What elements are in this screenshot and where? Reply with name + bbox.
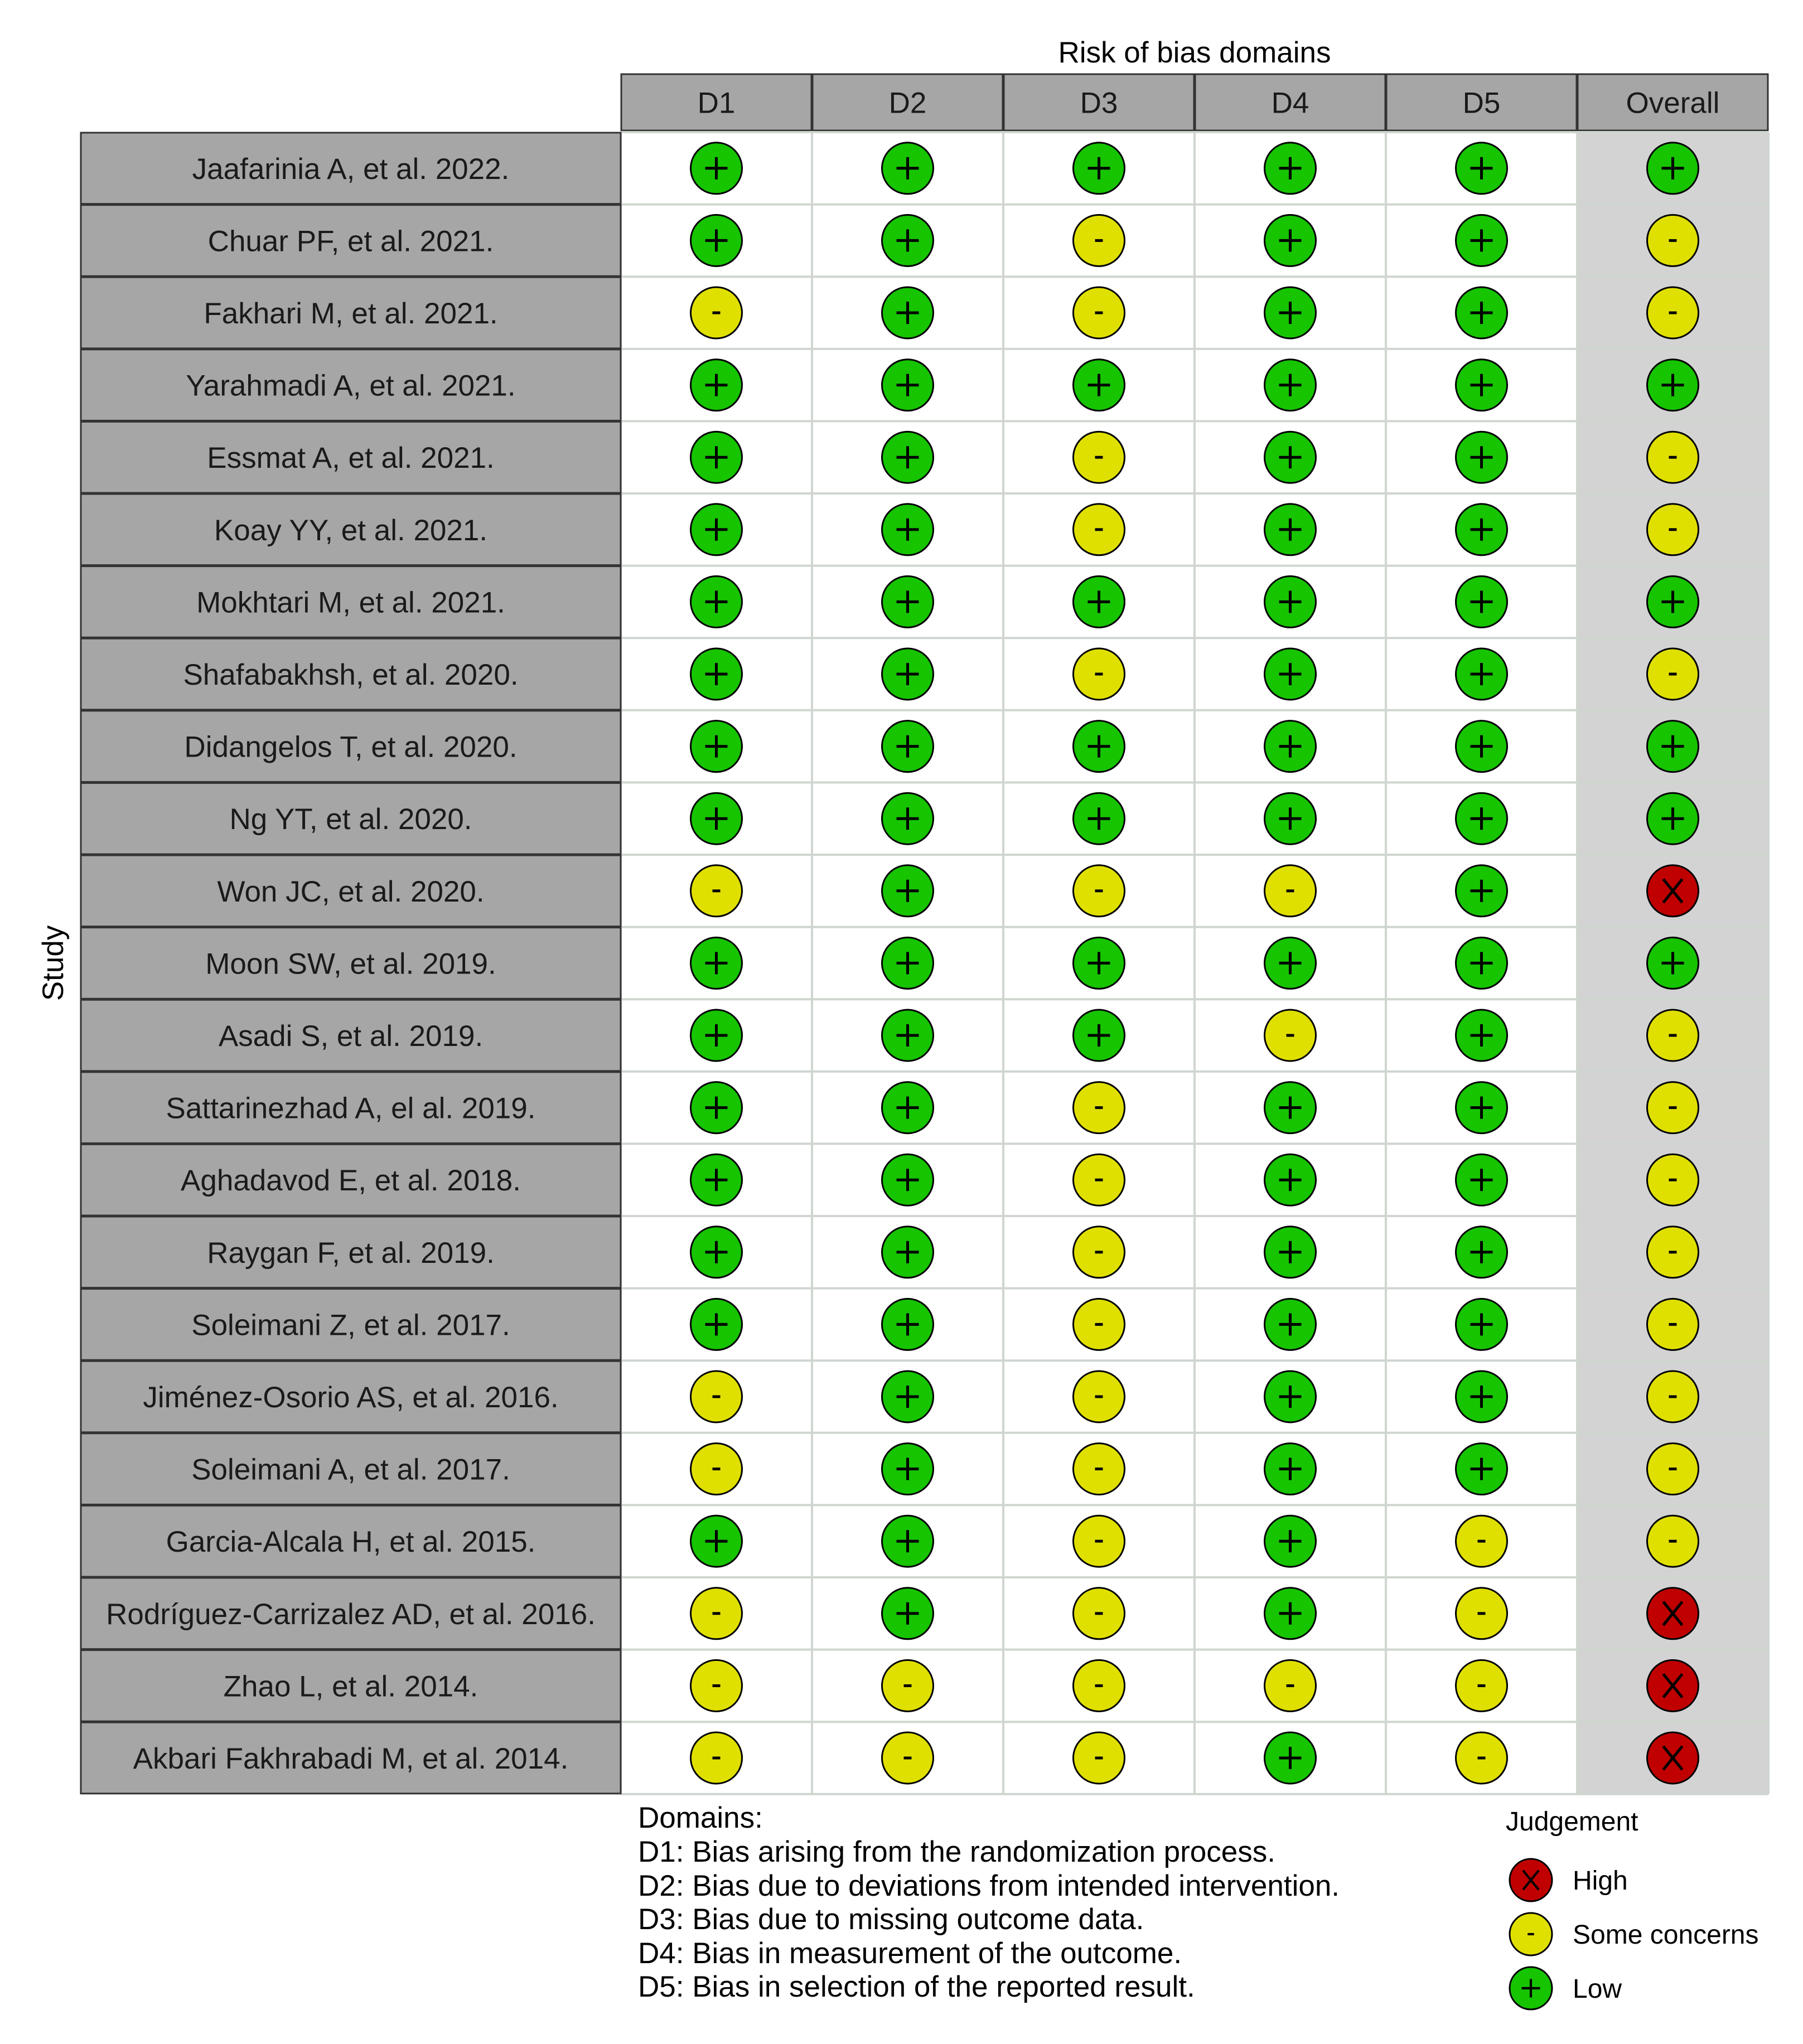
cell-15-d5 — [1456, 1154, 1507, 1205]
cell-4-d5 — [1456, 360, 1507, 411]
cell-10-d3 — [1074, 793, 1125, 844]
cell-6-d1 — [691, 504, 742, 555]
study-label-21: Rodríguez-Carrizalez AD, et al. 2016. — [106, 1597, 596, 1631]
cell-16-d5 — [1456, 1227, 1507, 1278]
cell-11-d2 — [882, 865, 934, 917]
cell-8-d4 — [1265, 648, 1316, 700]
column-header-label-d3: D3 — [1080, 86, 1118, 120]
cell-3-d4 — [1265, 287, 1316, 338]
column-header-label-d2: D2 — [888, 86, 927, 120]
cell-2-d3 — [1074, 215, 1125, 266]
cell-5-d1 — [691, 432, 742, 483]
cell-1-d3 — [1074, 143, 1125, 194]
cell-15-d1 — [691, 1154, 742, 1205]
cell-20-d1 — [691, 1515, 742, 1567]
study-label-9: Didangelos T, et al. 2020. — [184, 730, 518, 764]
cell-4-d4 — [1265, 360, 1316, 411]
cell-11-overall — [1647, 865, 1699, 917]
legend-symbol-low — [1506, 1966, 1556, 2011]
cell-5-d4 — [1265, 432, 1316, 483]
cell-5-d3 — [1074, 432, 1125, 483]
cell-10-d4 — [1265, 793, 1316, 844]
cell-13-d5 — [1456, 1010, 1507, 1061]
cell-6-d2 — [882, 504, 934, 555]
legend-label-low: Low — [1573, 1974, 1622, 2004]
cell-6-d4 — [1265, 504, 1316, 555]
cell-17-d5 — [1456, 1299, 1507, 1350]
study-label-11: Won JC, et al. 2020. — [217, 875, 485, 908]
cell-7-d1 — [691, 576, 742, 627]
cell-23-d1 — [691, 1732, 742, 1784]
legend-marker-some-concerns — [1510, 1913, 1552, 1955]
cell-5-overall — [1647, 432, 1699, 483]
cell-4-overall — [1647, 360, 1699, 411]
cell-12-d4 — [1265, 937, 1316, 989]
study-label-3: Fakhari M, et al. 2021. — [204, 297, 498, 330]
column-header-label-d1: D1 — [697, 86, 736, 120]
cell-3-overall — [1647, 287, 1699, 338]
cell-9-overall — [1647, 721, 1699, 772]
cell-7-d3 — [1074, 576, 1125, 627]
cell-18-d2 — [882, 1371, 934, 1422]
cell-19-d2 — [882, 1444, 934, 1495]
cell-15-d2 — [882, 1154, 934, 1205]
cell-9-d1 — [691, 721, 742, 772]
cell-22-d3 — [1074, 1660, 1125, 1711]
cell-8-d3 — [1074, 648, 1125, 700]
cell-14-d1 — [691, 1082, 742, 1134]
legend-title: Judgement — [1506, 1807, 1638, 1837]
cell-18-d4 — [1265, 1371, 1316, 1422]
cell-2-d5 — [1456, 215, 1507, 266]
cell-23-d3 — [1074, 1732, 1125, 1784]
cell-9-d4 — [1265, 721, 1316, 772]
cell-18-overall — [1647, 1371, 1699, 1422]
cell-3-d2 — [882, 287, 934, 338]
study-label-16: Raygan F, et al. 2019. — [207, 1236, 495, 1270]
cell-11-d5 — [1456, 865, 1507, 917]
domain-d4-description: D4: Bias in measurement of the outcome. — [638, 1936, 1182, 1970]
cell-8-d1 — [691, 648, 742, 700]
cell-17-d2 — [882, 1299, 934, 1350]
cell-2-d1 — [691, 215, 742, 266]
study-label-23: Akbari Fakhrabadi M, et al. 2014. — [133, 1742, 569, 1775]
cell-1-d5 — [1456, 143, 1507, 194]
legend-label-high: High — [1573, 1866, 1628, 1896]
cell-21-overall — [1647, 1588, 1699, 1639]
cell-10-d1 — [691, 793, 742, 844]
cell-17-d3 — [1074, 1299, 1125, 1350]
cell-16-d3 — [1074, 1227, 1125, 1278]
domain-d5-description: D5: Bias in selection of the reported result. — [638, 1970, 1195, 2003]
cell-21-d4 — [1265, 1588, 1316, 1639]
legend-marker-low — [1510, 1967, 1552, 2009]
cell-15-d4 — [1265, 1154, 1316, 1205]
cell-19-overall — [1647, 1444, 1699, 1495]
cell-5-d2 — [882, 432, 934, 483]
cell-18-d5 — [1456, 1371, 1507, 1422]
cell-9-d3 — [1074, 721, 1125, 772]
cell-13-d3 — [1074, 1010, 1125, 1061]
study-label-14: Sattarinezhad A, el al. 2019. — [166, 1092, 536, 1125]
cell-16-d2 — [882, 1227, 934, 1278]
y-axis-label: Study — [37, 925, 70, 1001]
study-label-8: Shafabakhsh, et al. 2020. — [183, 658, 519, 691]
cell-6-overall — [1647, 504, 1699, 555]
legend-label-some-concerns: Some concerns — [1573, 1920, 1759, 1950]
cell-9-d2 — [882, 721, 934, 772]
column-header-label-d4: D4 — [1271, 86, 1309, 120]
cell-12-d2 — [882, 937, 934, 989]
study-label-19: Soleimani A, et al. 2017. — [191, 1453, 510, 1486]
cell-13-d4 — [1265, 1010, 1316, 1061]
cell-22-overall — [1647, 1660, 1699, 1711]
cell-13-overall — [1647, 1010, 1699, 1061]
cell-6-d3 — [1074, 504, 1125, 555]
cell-4-d3 — [1074, 360, 1125, 411]
domain-d3-description: D3: Bias due to missing outcome data. — [638, 1903, 1144, 1936]
cell-2-d4 — [1265, 215, 1316, 266]
cell-7-d4 — [1265, 576, 1316, 627]
cell-2-d2 — [882, 215, 934, 266]
cell-23-d2 — [882, 1732, 934, 1784]
cell-21-d5 — [1456, 1588, 1507, 1639]
cell-5-d5 — [1456, 432, 1507, 483]
study-label-6: Koay YY, et al. 2021. — [214, 514, 488, 547]
study-label-10: Ng YT, et al. 2020. — [229, 803, 472, 836]
study-label-7: Mokhtari M, et al. 2021. — [196, 586, 505, 619]
cell-11-d4 — [1265, 865, 1316, 917]
cell-9-d5 — [1456, 721, 1507, 772]
domain-d1-description: D1: Bias arising from the randomization process. — [638, 1835, 1275, 1868]
cell-13-d2 — [882, 1010, 934, 1061]
legend-marker-high — [1510, 1859, 1552, 1901]
cell-15-d3 — [1074, 1154, 1125, 1205]
cell-11-d3 — [1074, 865, 1125, 917]
chart-title: Risk of bias domains — [1058, 36, 1331, 69]
legend-symbol-some-concerns — [1506, 1912, 1556, 1956]
cell-22-d1 — [691, 1660, 742, 1711]
cell-1-d4 — [1265, 143, 1316, 194]
cell-3-d1 — [691, 287, 742, 338]
cell-12-d5 — [1456, 937, 1507, 989]
domains-title: Domains: — [638, 1801, 763, 1834]
study-label-5: Essmat A, et al. 2021. — [207, 442, 495, 475]
study-label-15: Aghadavod E, et al. 2018. — [181, 1164, 521, 1198]
cell-17-d4 — [1265, 1299, 1316, 1350]
cell-10-overall — [1647, 793, 1699, 844]
cell-18-d1 — [691, 1371, 742, 1422]
study-label-22: Zhao L, et al. 2014. — [223, 1670, 478, 1703]
cell-20-d5 — [1456, 1515, 1507, 1567]
domain-d2-description: D2: Bias due to deviations from intended intervention. — [638, 1869, 1340, 1902]
cell-14-d5 — [1456, 1082, 1507, 1134]
cell-8-d2 — [882, 648, 934, 700]
cell-8-overall — [1647, 648, 1699, 700]
cell-16-d4 — [1265, 1227, 1316, 1278]
cell-15-overall — [1647, 1154, 1699, 1205]
cell-10-d5 — [1456, 793, 1507, 844]
legend-symbol-high — [1506, 1858, 1556, 1902]
cell-22-d4 — [1265, 1660, 1316, 1711]
study-label-17: Soleimani Z, et al. 2017. — [191, 1309, 510, 1342]
cell-16-d1 — [691, 1227, 742, 1278]
cell-23-overall — [1647, 1732, 1699, 1784]
cell-22-d2 — [882, 1660, 934, 1711]
cell-4-d2 — [882, 360, 934, 411]
cell-19-d3 — [1074, 1444, 1125, 1495]
cell-1-d2 — [882, 143, 934, 194]
column-header-label-d5: D5 — [1462, 86, 1501, 120]
study-label-1: Jaafarinia A, et al. 2022. — [192, 152, 510, 186]
cell-23-d4 — [1265, 1732, 1316, 1784]
cell-22-d5 — [1456, 1660, 1507, 1711]
cell-14-d4 — [1265, 1082, 1316, 1134]
domains-list — [638, 1835, 1340, 2004]
cell-1-overall — [1647, 143, 1699, 194]
cell-21-d3 — [1074, 1588, 1125, 1639]
cell-21-d2 — [882, 1588, 934, 1639]
cell-14-d2 — [882, 1082, 934, 1134]
cell-7-overall — [1647, 576, 1699, 627]
cell-2-overall — [1647, 215, 1699, 266]
cell-19-d1 — [691, 1444, 742, 1495]
cell-7-d5 — [1456, 576, 1507, 627]
cell-3-d5 — [1456, 287, 1507, 338]
cell-7-d2 — [882, 576, 934, 627]
study-label-18: Jiménez-Osorio AS, et al. 2016. — [143, 1381, 559, 1414]
cell-8-d5 — [1456, 648, 1507, 700]
cell-16-overall — [1647, 1227, 1699, 1278]
cell-10-d2 — [882, 793, 934, 844]
cell-20-overall — [1647, 1515, 1699, 1567]
cell-21-d1 — [691, 1588, 742, 1639]
cell-12-d1 — [691, 937, 742, 989]
study-label-2: Chuar PF, et al. 2021. — [207, 225, 494, 258]
cell-17-overall — [1647, 1299, 1699, 1350]
cell-19-d5 — [1456, 1444, 1507, 1495]
study-label-13: Asadi S, et al. 2019. — [218, 1020, 484, 1053]
cell-14-overall — [1647, 1082, 1699, 1134]
cell-20-d3 — [1074, 1515, 1125, 1567]
cell-4-d1 — [691, 360, 742, 411]
cell-1-d1 — [691, 143, 742, 194]
column-header-label-overall: Overall — [1626, 86, 1720, 120]
study-label-12: Moon SW, et al. 2019. — [205, 947, 496, 981]
cell-17-d1 — [691, 1299, 742, 1350]
cell-14-d3 — [1074, 1082, 1125, 1134]
cell-3-d3 — [1074, 287, 1125, 338]
cell-20-d2 — [882, 1515, 934, 1567]
cell-20-d4 — [1265, 1515, 1316, 1567]
cell-13-d1 — [691, 1010, 742, 1061]
cell-12-d3 — [1074, 937, 1125, 989]
cell-18-d3 — [1074, 1371, 1125, 1422]
cell-23-d5 — [1456, 1732, 1507, 1784]
cell-6-d5 — [1456, 504, 1507, 555]
cell-19-d4 — [1265, 1444, 1316, 1495]
study-label-20: Garcia-Alcala H, et al. 2015. — [166, 1525, 536, 1559]
cell-11-d1 — [691, 865, 742, 917]
study-label-4: Yarahmadi A, et al. 2021. — [186, 369, 516, 403]
cell-12-overall — [1647, 937, 1699, 989]
